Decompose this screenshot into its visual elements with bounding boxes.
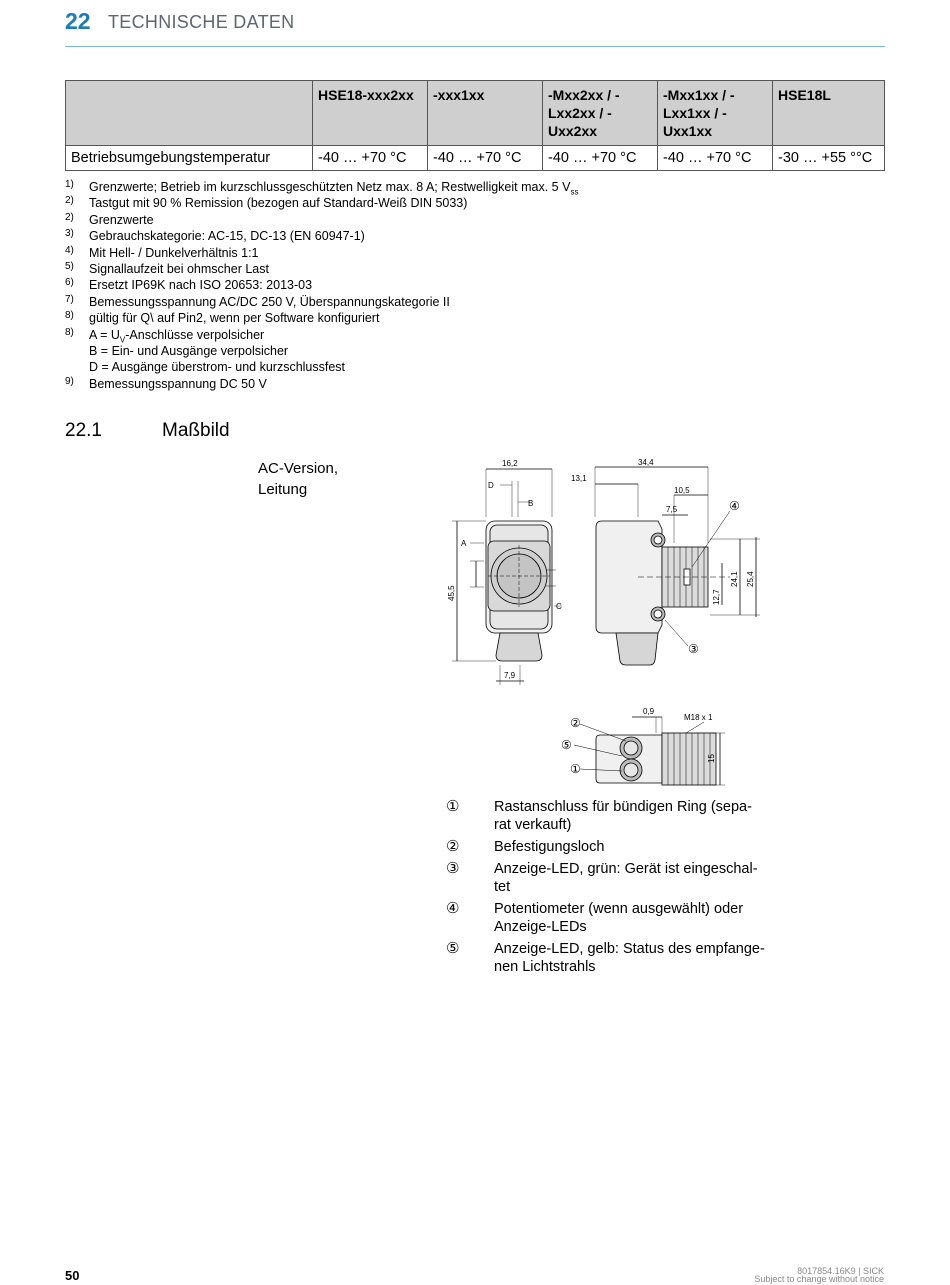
footnote-text: Bemessungsspannung AC/DC 250 V, Überspannungskategorie II (89, 294, 450, 309)
callout-number: ④ (446, 900, 460, 917)
footnote-text: Gebrauchskategorie: AC-15, DC-13 (EN 60947-1) (89, 229, 365, 244)
table-row (66, 146, 885, 171)
footnote-text: gültig für Q\ auf Pin2, wenn per Software konfiguriert (89, 311, 380, 326)
table-header-cell: -Mxx2xx / -Lxx2xx / -Uxx2xx (543, 81, 658, 146)
footnote-text: D = Ausgänge überstrom- und kurzschlussfest (89, 360, 346, 375)
dim-label: 45,5 (447, 585, 456, 601)
section-number: 22.1 (65, 420, 102, 441)
footnote-text: Ersetzt IP69K nach ISO 20653: 2013-03 (89, 278, 313, 293)
footnote-number: 7) (65, 293, 74, 305)
dim-label: 25,4 (746, 571, 755, 587)
footnote-number: 8) (65, 326, 74, 338)
footnote-text: Signallaufzeit bei ohmscher Last (89, 261, 269, 276)
footnote-number: 8) (65, 310, 74, 322)
callout-5-label: ⑤ (561, 738, 572, 752)
variant-line: AC-Version, (258, 460, 339, 477)
footnote-number: 3) (65, 228, 74, 240)
footnote-number: 2) (65, 211, 74, 223)
footnote-text: B = Ein- und Ausgänge verpolsicher (89, 343, 289, 358)
footnote-text: Tastgut mit 90 % Remission (bezogen auf Standard-Weiß DIN 5033) (89, 196, 468, 211)
dim-label: 12,7 (712, 589, 721, 605)
variant-label (258, 458, 378, 500)
callout-number: ② (446, 838, 460, 855)
legend-text: Befestigungsloch (494, 839, 605, 855)
dim-label: M18 x 1 (684, 713, 713, 722)
callout-3-label: ③ (688, 642, 699, 656)
table-cell: -30 … +55 °°C (773, 146, 885, 171)
dim-label: 16,2 (502, 459, 518, 468)
legend-item (446, 940, 766, 976)
table-header-cell: HSE18L (773, 81, 885, 146)
dim-label: B (528, 499, 534, 508)
callout-1-label: ① (570, 762, 581, 776)
footnote-text: $A = U_V$-Anschlüsse verpolsicher (89, 327, 265, 345)
page-header (65, 8, 885, 47)
dim-label: 0,9 (643, 707, 655, 716)
disclaimer: Subject to change without notice (754, 1274, 884, 1284)
table-header-cell: -Mxx1xx / -Lxx1xx / -Uxx1xx (658, 81, 773, 146)
footnote-text: Grenzwerte (89, 212, 154, 227)
dim-label: A (461, 539, 467, 548)
legend-item (446, 798, 766, 834)
dim-label: 34,4 (638, 458, 654, 467)
callout-number: ③ (446, 860, 460, 877)
table-cell: -40 … +70 °C (428, 146, 543, 171)
legend-item (446, 900, 766, 936)
dim-label: D (488, 481, 494, 490)
page-number: 50 (65, 1268, 80, 1283)
footnote-text: Mit Hell- / Dunkelverhältnis 1:1 (89, 245, 259, 260)
dim-label: C (556, 602, 562, 611)
table-row-label: Betriebsumgebungstemperatur (66, 146, 313, 171)
table-cell: -40 … +70 °C (313, 146, 428, 171)
dim-label: 13,1 (571, 474, 587, 483)
spec-table (65, 80, 885, 171)
variant-line: Leitung (258, 481, 308, 498)
footnote-number: 5) (65, 260, 74, 272)
dim-label: 7,9 (504, 671, 516, 680)
side-view (595, 467, 760, 665)
legend-item (446, 838, 766, 856)
footnote-number: 6) (65, 277, 74, 289)
bottom-view (574, 717, 725, 785)
footnote-number: 9) (65, 375, 74, 387)
dimension-drawing (440, 455, 770, 790)
footnote-number: 4) (65, 244, 74, 256)
footnote-text: Bemessungsspannung DC 50 V (89, 376, 267, 391)
legend-item (446, 860, 766, 896)
dim-label: 15 (707, 754, 716, 763)
callout-2-label: ② (570, 716, 581, 730)
dim-label: 10,5 (674, 486, 690, 495)
legend-text: Potentiometer (wenn ausgewählt) oder Anzeige-LEDs (494, 901, 744, 935)
section-title: Maßbild (162, 420, 230, 441)
legend-text: Anzeige-LED, gelb: Status des empfange-nen Lichtstrahls (494, 941, 765, 975)
footnote-text: Grenzwerte; Betrieb im kurzschlussgeschützten Netz max. 8 A; Restwelligkeit max. 5 $V_{ss}$ (89, 180, 579, 197)
legend-text: Rastanschluss für bündigen Ring (sepa-rat verkauft) (494, 799, 752, 833)
table-header-row (66, 81, 885, 146)
dim-label: 7,5 (666, 505, 678, 514)
front-view (452, 469, 562, 685)
table-header-cell: -xxx1xx (428, 81, 543, 146)
table-header-cell: HSE18-xxx2xx (313, 81, 428, 146)
dim-label: 24,1 (730, 571, 739, 587)
callout-4-label: ④ (729, 499, 740, 513)
table-cell: -40 … +70 °C (658, 146, 773, 171)
legend (446, 798, 766, 980)
chapter-number: 22 (65, 8, 91, 34)
table-header-cell (66, 81, 313, 146)
document-reference: 8017854.16K9 | SICK (797, 1266, 884, 1276)
footnote-number: 1) (65, 179, 74, 190)
footnote-number: 2) (65, 195, 74, 207)
legend-text: Anzeige-LED, grün: Gerät ist eingeschal-tet (494, 861, 758, 895)
chapter-title: TECHNISCHE DATEN (108, 12, 295, 32)
callout-number: ① (446, 798, 460, 815)
callout-number: ⑤ (446, 940, 460, 957)
table-cell: -40 … +70 °C (543, 146, 658, 171)
